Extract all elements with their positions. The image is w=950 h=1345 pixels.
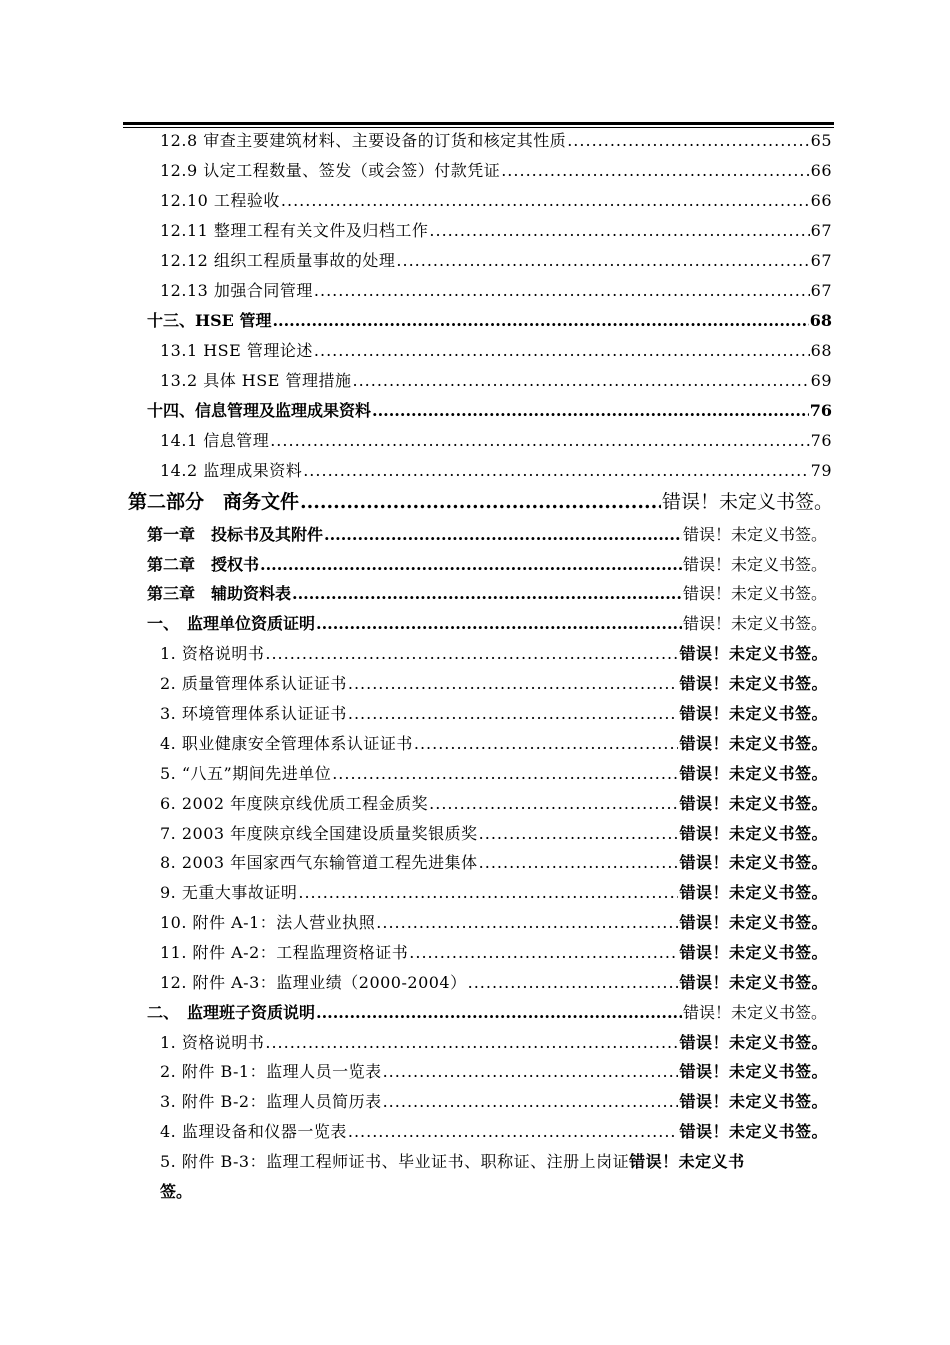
toc-page-number: 68 bbox=[810, 341, 832, 360]
dot-leader bbox=[303, 461, 809, 480]
toc-page-error: 错误！未定义书签。 bbox=[679, 1033, 828, 1052]
toc-entry-label: 第二部分 商务文件 bbox=[128, 491, 300, 513]
toc-part-2[interactable] bbox=[128, 487, 833, 514]
dot-leader bbox=[260, 555, 682, 574]
toc-entry-label: 12. 附件 A-3：监理业绩（2000-2004） bbox=[160, 973, 467, 992]
dot-leader bbox=[501, 161, 809, 180]
toc-entry-label: 十三、HSE 管理 bbox=[147, 311, 272, 330]
toc-page-error-continued: 签。 bbox=[160, 1182, 193, 1201]
toc-entry-12-9[interactable] bbox=[160, 158, 832, 181]
toc-entry-12-13[interactable] bbox=[160, 278, 832, 301]
dot-leader bbox=[265, 644, 678, 663]
toc-entry-label: 7. 2003 年度陕京线全国建设质量奖银质奖 bbox=[160, 824, 478, 843]
toc-page-number: 67 bbox=[810, 221, 832, 240]
toc-section-2[interactable] bbox=[147, 1000, 827, 1023]
dot-leader bbox=[348, 1122, 679, 1141]
toc-entry-12-11[interactable] bbox=[160, 218, 832, 241]
toc-entry-label: 1. 资格说明书 bbox=[160, 644, 265, 663]
dot-leader bbox=[270, 431, 809, 450]
toc-page-error: 错误！未定义书签。 bbox=[682, 614, 827, 633]
toc-entry-label: 二、 监理班子资质说明 bbox=[147, 1003, 316, 1022]
toc-item[interactable] bbox=[160, 970, 828, 993]
toc-item[interactable] bbox=[160, 791, 828, 814]
dot-leader bbox=[348, 674, 679, 693]
toc-page-error: 错误！未定义书签。 bbox=[679, 853, 828, 872]
toc-entry-14[interactable] bbox=[147, 398, 832, 421]
dot-leader bbox=[352, 371, 809, 390]
toc-item[interactable] bbox=[160, 671, 828, 694]
toc-entry-label: 14.2 监理成果资料 bbox=[160, 461, 303, 480]
toc-page-error: 错误！未定义书签。 bbox=[682, 1003, 827, 1022]
dot-leader bbox=[372, 401, 809, 420]
dot-leader bbox=[265, 1033, 678, 1052]
toc-item[interactable] bbox=[160, 641, 828, 664]
toc-item[interactable] bbox=[160, 940, 828, 963]
dot-leader bbox=[300, 491, 661, 513]
toc-entry-label: 5. “八五”期间先进单位 bbox=[160, 764, 332, 783]
toc-page-error: 错误！未定义书签。 bbox=[679, 824, 828, 843]
toc-item[interactable] bbox=[160, 701, 828, 724]
dot-leader bbox=[383, 1092, 679, 1111]
toc-entry-label: 9. 无重大事故证明 bbox=[160, 883, 298, 902]
toc-entry-label: 2. 附件 B-1：监理人员一览表 bbox=[160, 1062, 382, 1081]
toc-item[interactable] bbox=[160, 1030, 828, 1053]
toc-page-number: 76 bbox=[810, 431, 832, 450]
header-rule-thick bbox=[123, 122, 834, 125]
toc-entry-14-1[interactable] bbox=[160, 428, 832, 451]
toc-chapter-3[interactable] bbox=[147, 581, 827, 604]
toc-page-number: 66 bbox=[810, 191, 832, 210]
dot-leader bbox=[429, 221, 809, 240]
dot-leader bbox=[314, 281, 810, 300]
toc-page-number: 66 bbox=[810, 161, 832, 180]
toc-page-number: 79 bbox=[810, 461, 832, 480]
toc-item[interactable] bbox=[160, 731, 828, 754]
toc-entry-label: 6. 2002 年度陕京线优质工程金质奖 bbox=[160, 794, 429, 813]
toc-page-number: 67 bbox=[810, 281, 832, 300]
toc-page-error: 错误！未定义书签。 bbox=[661, 491, 833, 513]
toc-item-last[interactable] bbox=[160, 1149, 745, 1172]
dot-leader bbox=[316, 1003, 682, 1022]
toc-page-number: 69 bbox=[810, 371, 832, 390]
toc-page-error: 错误！未定义书签。 bbox=[679, 943, 828, 962]
dot-leader bbox=[332, 764, 678, 783]
toc-entry-label: 4. 监理设备和仪器一览表 bbox=[160, 1122, 347, 1141]
toc-entry-label: 5. 附件 B-3：监理工程师证书、毕业证书、职称证、注册上岗证 bbox=[160, 1152, 630, 1171]
toc-item[interactable] bbox=[160, 850, 828, 873]
toc-page-error: 错误！未定义书签。 bbox=[682, 555, 827, 574]
toc-item[interactable] bbox=[160, 1089, 828, 1112]
toc-entry-label: 13.2 具体 HSE 管理措施 bbox=[160, 371, 352, 390]
toc-entry-label: 12.9 认定工程数量、签发（或会签）付款凭证 bbox=[160, 161, 501, 180]
dot-leader bbox=[383, 1062, 679, 1081]
toc-entry-12-12[interactable] bbox=[160, 248, 832, 271]
toc-entry-label: 4. 职业健康安全管理体系认证证书 bbox=[160, 734, 413, 753]
toc-entry-label: 11. 附件 A-2：工程监理资格证书 bbox=[160, 943, 409, 962]
toc-entry-label: 13.1 HSE 管理论述 bbox=[160, 341, 313, 360]
toc-entry-13-1[interactable] bbox=[160, 338, 832, 361]
dot-leader bbox=[396, 251, 809, 270]
toc-section-1[interactable] bbox=[147, 611, 827, 634]
toc-page-error: 错误！未定义书签。 bbox=[679, 734, 828, 753]
toc-entry-label: 12.10 工程验收 bbox=[160, 191, 280, 210]
toc-entry-label: 1. 资格说明书 bbox=[160, 1033, 265, 1052]
toc-page-number: 65 bbox=[810, 131, 832, 150]
toc-item[interactable] bbox=[160, 821, 828, 844]
dot-leader bbox=[468, 973, 679, 992]
toc-item[interactable] bbox=[160, 910, 828, 933]
toc-page-error: 错误！未定义书签。 bbox=[679, 764, 828, 783]
dot-leader bbox=[429, 794, 678, 813]
toc-chapter-2[interactable] bbox=[147, 552, 827, 575]
toc-entry-label: 12.8 审查主要建筑材料、主要设备的订货和核定其性质 bbox=[160, 131, 567, 150]
dot-leader bbox=[479, 853, 679, 872]
toc-page-error: 错误！未定义书签。 bbox=[679, 794, 828, 813]
toc-entry-label: 10. 附件 A-1：法人营业执照 bbox=[160, 913, 376, 932]
toc-page-number: 67 bbox=[810, 251, 832, 270]
dot-leader bbox=[409, 943, 678, 962]
toc-page-error: 错误！未定义书签。 bbox=[679, 1062, 828, 1081]
toc-entry-13-2[interactable] bbox=[160, 368, 832, 391]
toc-chapter-1[interactable] bbox=[147, 522, 827, 545]
toc-entry-label: 第二章 授权书 bbox=[147, 555, 260, 574]
toc-page-error: 错误！未定义书签。 bbox=[679, 1122, 828, 1141]
dot-leader bbox=[281, 191, 810, 210]
toc-entry-label: 12.12 组织工程质量事故的处理 bbox=[160, 251, 396, 270]
toc-item[interactable] bbox=[160, 761, 828, 784]
toc-entry-label: 十四、信息管理及监理成果资料 bbox=[147, 401, 372, 420]
toc-page-error: 错误！未定义书签。 bbox=[682, 525, 827, 544]
dot-leader bbox=[376, 913, 678, 932]
toc-entry-label: 12.13 加强合同管理 bbox=[160, 281, 313, 300]
dot-leader bbox=[316, 614, 682, 633]
toc-item[interactable] bbox=[160, 1059, 828, 1082]
dot-leader bbox=[479, 824, 679, 843]
toc-entry-label: 14.1 信息管理 bbox=[160, 431, 270, 450]
toc-page-number: 68 bbox=[809, 311, 832, 330]
toc-entry-label: 12.11 整理工程有关文件及归档工作 bbox=[160, 221, 429, 240]
toc-page-error: 错误！未定义书签。 bbox=[679, 704, 828, 723]
toc-item[interactable] bbox=[160, 1119, 828, 1142]
toc-entry-13[interactable] bbox=[147, 308, 832, 331]
toc-entry-label: 8. 2003 年国家西气东输管道工程先进集体 bbox=[160, 853, 478, 872]
dot-leader bbox=[272, 311, 808, 330]
toc-page-error: 错误！未定义书签。 bbox=[679, 674, 828, 693]
toc-page-error: 错误！未定义书 bbox=[629, 1152, 745, 1171]
toc-entry-label: 2. 质量管理体系认证证书 bbox=[160, 674, 347, 693]
toc-entry-label: 第三章 辅助资料表 bbox=[147, 584, 292, 603]
toc-entry-14-2[interactable] bbox=[160, 458, 832, 481]
dot-leader bbox=[324, 525, 682, 544]
dot-leader bbox=[567, 131, 809, 150]
dot-leader bbox=[414, 734, 679, 753]
toc-item[interactable] bbox=[160, 880, 828, 903]
toc-entry-label: 第一章 投标书及其附件 bbox=[147, 525, 324, 544]
toc-page-error: 错误！未定义书签。 bbox=[679, 973, 828, 992]
toc-entry-12-10[interactable] bbox=[160, 188, 832, 211]
toc-page-error: 错误！未定义书签。 bbox=[682, 584, 827, 603]
toc-page-error: 错误！未定义书签。 bbox=[679, 883, 828, 902]
dot-leader bbox=[298, 883, 678, 902]
dot-leader bbox=[314, 341, 810, 360]
toc-page-number: 76 bbox=[809, 401, 832, 420]
toc-entry-12-8[interactable] bbox=[160, 128, 832, 151]
dot-leader bbox=[292, 584, 682, 603]
toc-page-error: 错误！未定义书签。 bbox=[679, 913, 828, 932]
toc-page-error: 错误！未定义书签。 bbox=[679, 1092, 828, 1111]
dot-leader bbox=[348, 704, 679, 723]
toc-page-error: 错误！未定义书签。 bbox=[679, 644, 828, 663]
toc-entry-label: 3. 附件 B-2：监理人员简历表 bbox=[160, 1092, 382, 1111]
toc-entry-label: 3. 环境管理体系认证证书 bbox=[160, 704, 347, 723]
toc-entry-label: 一、 监理单位资质证明 bbox=[147, 614, 316, 633]
